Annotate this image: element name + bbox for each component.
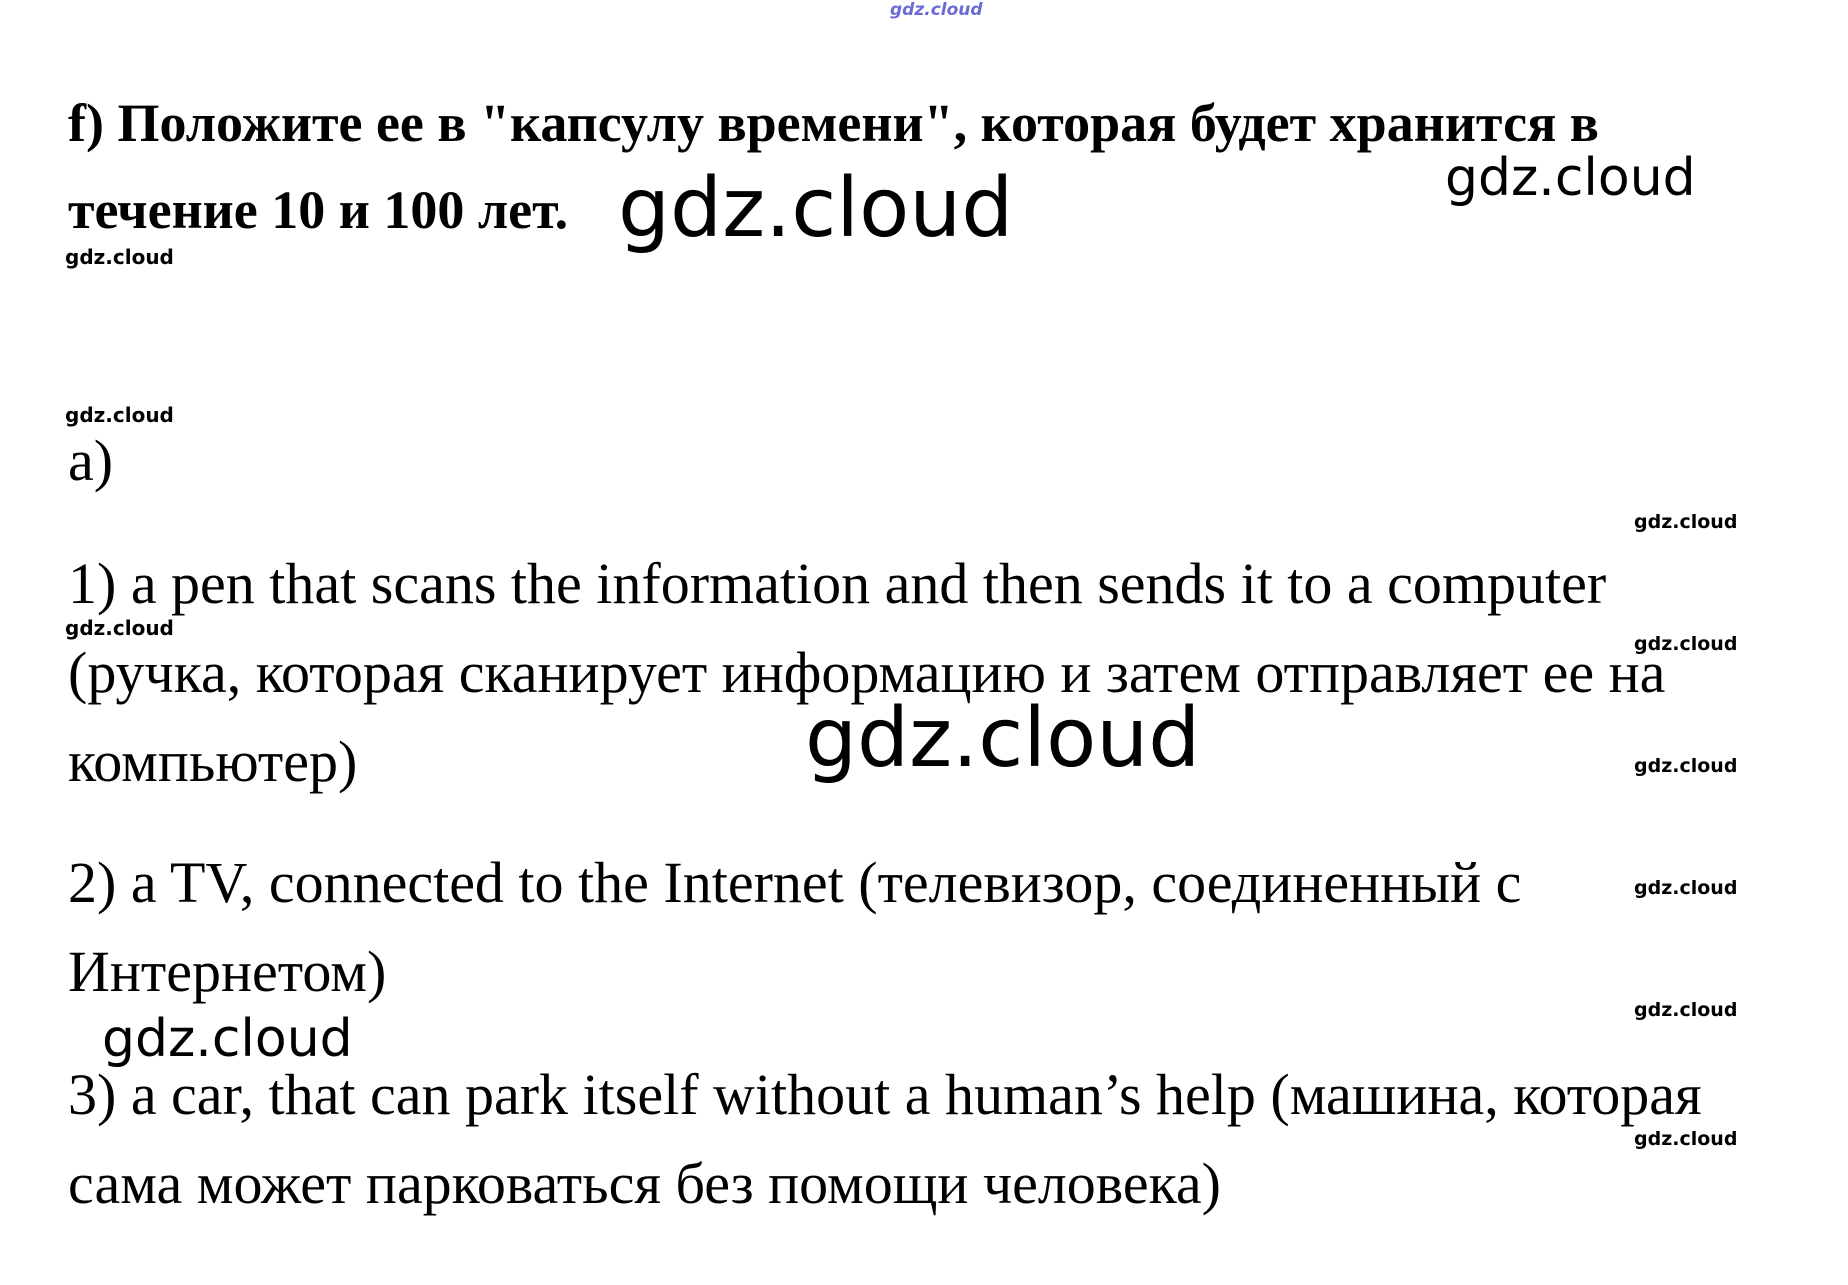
- watermark-right-2: gdz.cloud: [1634, 633, 1738, 655]
- watermark-medium-left: gdz.cloud: [102, 1009, 353, 1069]
- section-label: a): [68, 428, 114, 493]
- watermark-right-1: gdz.cloud: [1634, 511, 1738, 533]
- watermark-small-3: gdz.cloud: [65, 616, 174, 640]
- watermark-right-3: gdz.cloud: [1634, 755, 1738, 777]
- watermark-small-1: gdz.cloud: [65, 245, 174, 269]
- item-1-line-2: (ручка, которая сканирует информацию и затем отправляет ее на: [68, 640, 1666, 705]
- watermark-right-6: gdz.cloud: [1634, 1128, 1738, 1150]
- watermark-medium-heading: gdz.cloud: [1445, 148, 1696, 208]
- item-3-line-1: 3) a car, that can park itself without a human’s help (машина, которая: [68, 1062, 1702, 1127]
- item-1-line-1: 1) a pen that scans the information and then sends it to a computer: [68, 551, 1607, 616]
- watermark-right-5: gdz.cloud: [1634, 999, 1738, 1021]
- watermark-right-4: gdz.cloud: [1634, 877, 1738, 899]
- watermark-large-heading: gdz.cloud: [618, 161, 1014, 256]
- watermark-large-middle: gdz.cloud: [805, 691, 1201, 786]
- watermark-top: gdz.cloud: [890, 0, 983, 20]
- item-2-line-2: Интернетом): [68, 939, 387, 1004]
- item-1-line-3: компьютер): [68, 729, 358, 794]
- item-3-line-2: сама может парковаться без помощи человека): [68, 1151, 1221, 1216]
- heading-line-1: f) Положите ее в "капсулу времени", которая будет хранится в: [68, 93, 1599, 153]
- watermark-small-2: gdz.cloud: [65, 403, 174, 427]
- heading-line-2: течение 10 и 100 лет.: [68, 180, 569, 240]
- item-2-line-1: 2) a TV, connected to the Internet (телевизор, соединенный с: [68, 850, 1522, 915]
